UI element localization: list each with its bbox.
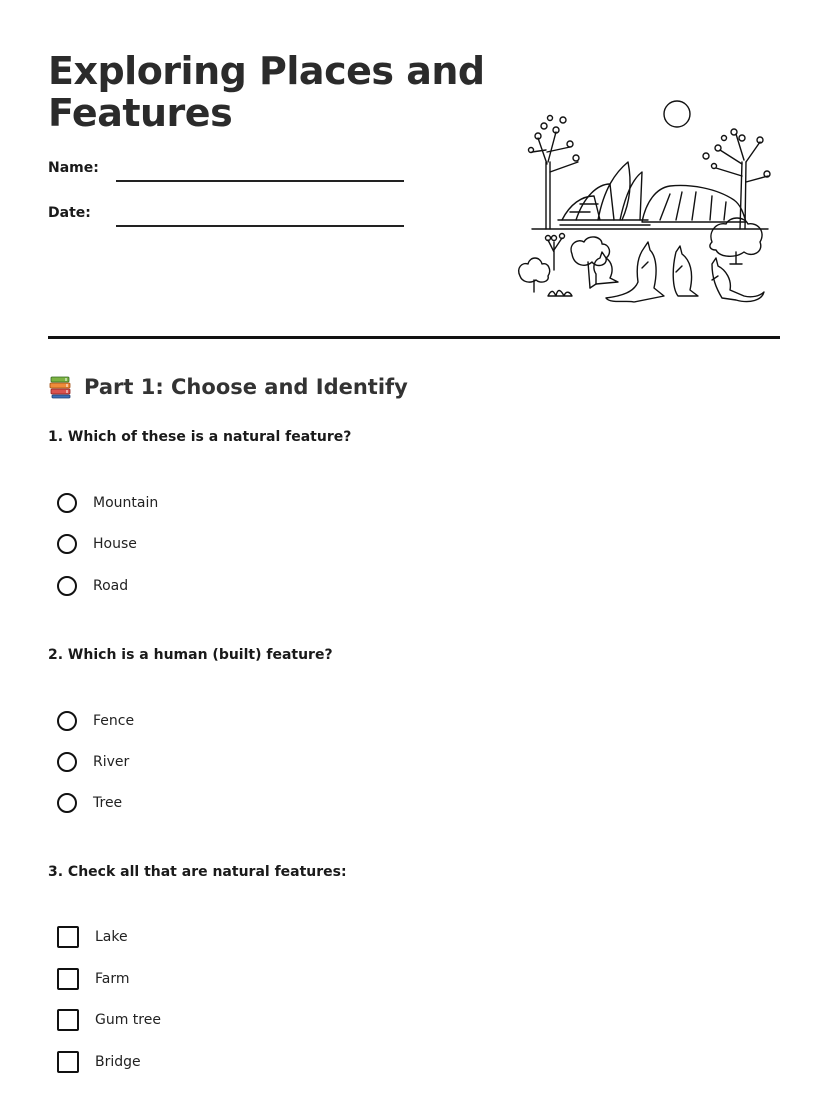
q1-option-house[interactable]	[57, 531, 137, 557]
radio-button[interactable]	[57, 534, 77, 554]
checkbox[interactable]	[57, 1051, 79, 1073]
q2-option-river[interactable]	[57, 749, 129, 775]
radio-button[interactable]	[57, 793, 77, 813]
worksheet-title-line-2: Features	[48, 91, 233, 135]
books-icon	[48, 374, 74, 400]
radio-button[interactable]	[57, 711, 77, 731]
kangaroo-icon	[606, 242, 664, 302]
radio-button[interactable]	[57, 493, 77, 513]
option-label: Lake	[95, 929, 128, 945]
checkbox[interactable]	[57, 968, 79, 990]
option-label: Gum tree	[95, 1012, 161, 1028]
question-3-text: 3. Check all that are natural features:	[48, 864, 347, 880]
q3-option-bridge[interactable]	[57, 1049, 141, 1075]
opera-house-icon	[558, 162, 650, 225]
shrub-icon	[546, 234, 565, 271]
sun-icon	[664, 101, 690, 127]
bush-right-icon	[710, 218, 762, 264]
question-1-text: 1. Which of these is a natural feature?	[48, 429, 352, 445]
checkbox[interactable]	[57, 926, 79, 948]
bush-left-icon	[519, 258, 550, 292]
q3-option-farm[interactable]	[57, 966, 130, 992]
q3-option-gum-tree[interactable]	[57, 1007, 161, 1033]
option-label: House	[93, 536, 137, 552]
date-label: Date:	[48, 205, 91, 221]
kangaroo-icon	[673, 246, 698, 296]
option-label: Bridge	[95, 1054, 141, 1070]
kangaroo-icon	[590, 252, 618, 288]
option-label: Fence	[93, 713, 135, 729]
option-label: Road	[93, 578, 129, 594]
option-label: Farm	[95, 971, 130, 987]
option-label: Mountain	[93, 495, 159, 511]
date-field[interactable]	[116, 225, 404, 227]
checkbox[interactable]	[57, 1009, 79, 1031]
middle-tree-icon	[571, 237, 609, 288]
option-label: Tree	[93, 795, 123, 811]
q1-option-mountain[interactable]	[57, 490, 158, 516]
question-2-text: 2. Which is a human (built) feature?	[48, 647, 333, 663]
part1-title: Part 1: Choose and Identify	[84, 375, 408, 399]
q1-option-road[interactable]	[57, 573, 128, 599]
section-divider	[48, 336, 780, 339]
radio-button[interactable]	[57, 576, 77, 596]
worksheet-title	[48, 50, 485, 134]
option-label: River	[93, 754, 130, 770]
name-label: Name:	[48, 160, 99, 176]
grass-tuft-icon	[548, 291, 572, 296]
right-tree-icon	[703, 129, 770, 229]
q2-option-tree[interactable]	[57, 790, 122, 816]
worksheet-title-line-1: Exploring Places and	[48, 49, 485, 93]
name-field[interactable]	[116, 180, 404, 182]
q2-option-fence[interactable]	[57, 708, 134, 734]
australian-landscape-illustration	[510, 92, 780, 310]
q3-option-lake[interactable]	[57, 924, 128, 950]
uluru-rock-icon	[642, 186, 746, 222]
radio-button[interactable]	[57, 752, 77, 772]
part1-heading	[48, 374, 408, 400]
